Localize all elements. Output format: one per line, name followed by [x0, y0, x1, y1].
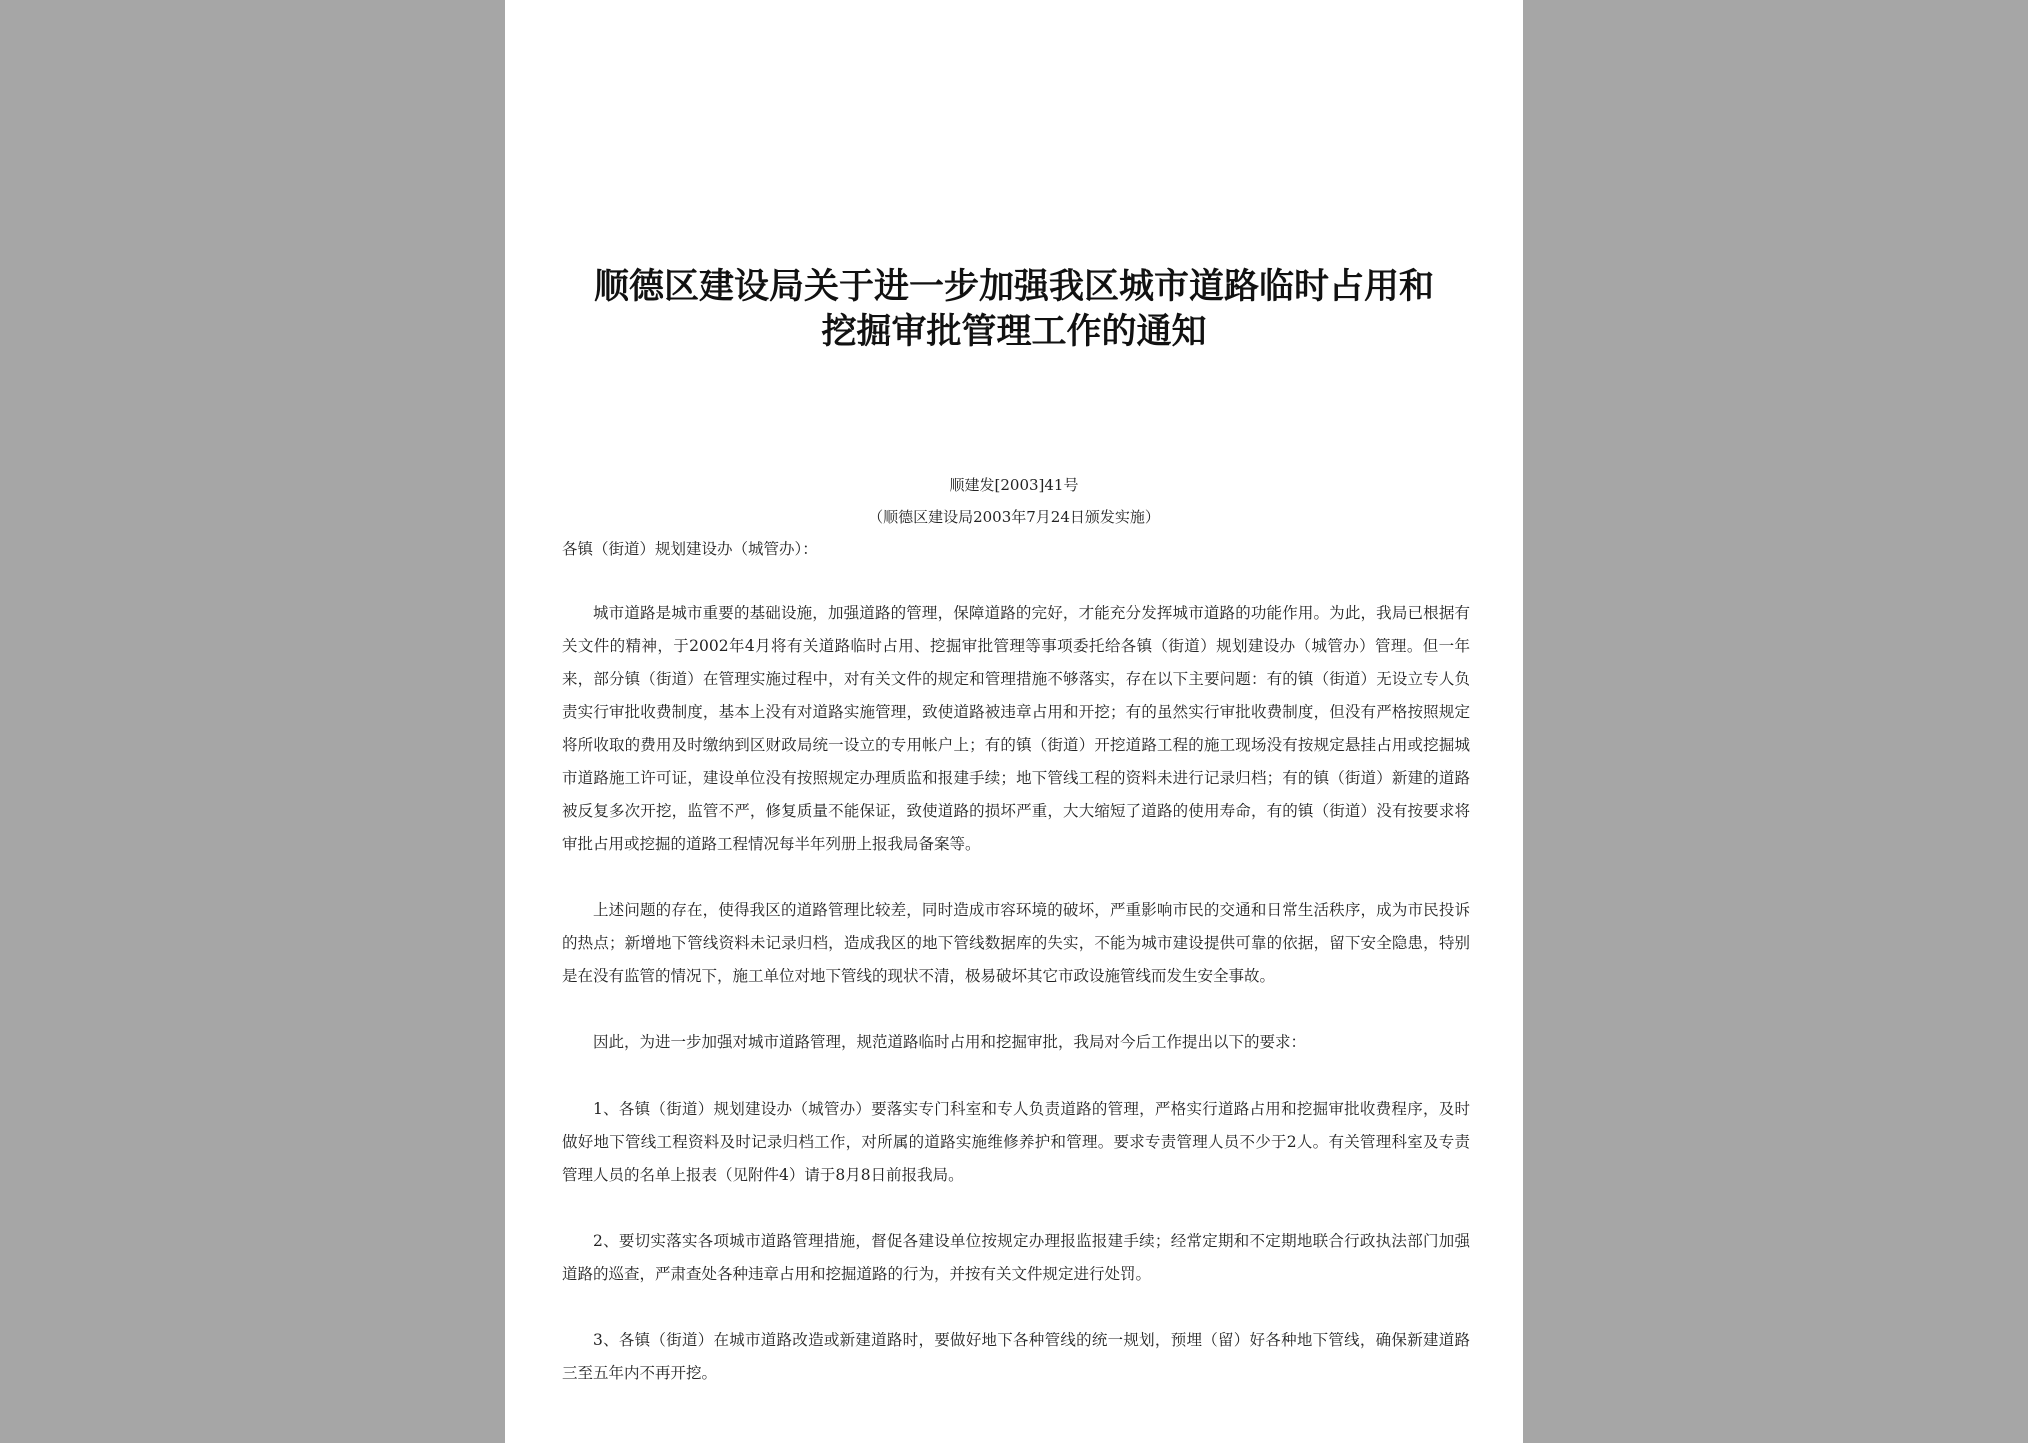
- paragraph: 2、要切实落实各项城市道路管理措施，督促各建设单位按规定办理报监报建手续；经常定期和不定期地联合行政执法部门加强道路的巡查，严肃查处各种违章占用和挖掘道路的行为，并按有关文件规定进行处罚。: [562, 1232, 1470, 1283]
- paragraph: 1、各镇（街道）规划建设办（城管办）要落实专门科室和专人负责道路的管理，严格实行道路占用和挖掘审批收费程序，及时做好地下管线工程资料及时记录归档工作，对所属的道路实施维修养护和管理。要求专责管理人员不少于2人。有关管理科室及专责管理人员的名单上报表（见附件4）请于8月8日前报我局。: [562, 1100, 1470, 1184]
- document-title-line-2: 挖掘审批管理工作的通知: [821, 312, 1207, 352]
- paragraph-4-block: [562, 1093, 1470, 1192]
- paragraph-2-block: [562, 894, 1470, 993]
- paragraph-6-block: [562, 1324, 1470, 1390]
- paragraph: 上述问题的存在，使得我区的道路管理比较差，同时造成市容环境的破坏，严重影响市民的交通和日常生活秩序，成为市民投诉的热点；新增地下管线资料未记录归档，造成我区的地下管线数据库的失实，不能为城市建设提供可靠的依据，留下安全隐患，特别是在没有监管的情况下，施工单位对地下管线的现状不清，极易破坏其它市政设施管线而发生安全事故。: [562, 901, 1470, 985]
- paragraph: 城市道路是城市重要的基础设施，加强道路的管理，保障道路的完好，才能充分发挥城市道路的功能作用。为此，我局已根据有关文件的精神，于2002年4月将有关道路临时占用、挖掘审批管理等事项委托给各镇（街道）规划建设办（城管办）管理。但一年来，部分镇（街道）在管理实施过程中，对有关文件的规定和管理措施不够落实，存在以下主要问题：有的镇（街道）无设立专人负责实行审批收费制度，基本上没有对道路实施管理，致使道路被违章占用和开挖；有的虽然实行审批收费制度，但没有严格按照规定将所收取的费用及时缴纳到区财政局统一设立的专用帐户上；有的镇（街道）开挖道路工程的施工现场没有按规定悬挂占用或挖掘城市道路施工许可证，建设单位没有按照规定办理质监和报建手续；地下管线工程的资料未进行记录归档；有的镇（街道）新建的道路被反复多次开挖，监管不严，修复质量不能保证，致使道路的损坏严重，大大缩短了道路的使用寿命，有的镇（街道）没有按要求将审批占用或挖掘的道路工程情况每半年列册上报我局备案等。: [562, 604, 1470, 853]
- paragraph: 3、各镇（街道）在城市道路改造或新建道路时，要做好地下各种管线的统一规划，预埋（留）好各种地下管线，确保新建道路三至五年内不再开挖。: [562, 1331, 1470, 1382]
- paragraph-5-block: [562, 1225, 1470, 1291]
- document-number: 顺建发[2003]41号: [949, 476, 1079, 494]
- paragraph-1-block: [562, 597, 1470, 861]
- paragraph-3-block: [562, 1026, 1470, 1059]
- document-title-line-1: 顺德区建设局关于进一步加强我区城市道路临时占用和: [593, 267, 1434, 307]
- salutation: 各镇（街道）规划建设办（城管办）：: [562, 540, 818, 558]
- issue-note: （顺德区建设局2003年7月24日颁发实施）: [868, 508, 1160, 526]
- document-page: [505, 0, 1523, 1443]
- paragraph: 因此，为进一步加强对城市道路管理，规范道路临时占用和挖掘审批，我局对今后工作提出以下的要求：: [593, 1033, 1307, 1051]
